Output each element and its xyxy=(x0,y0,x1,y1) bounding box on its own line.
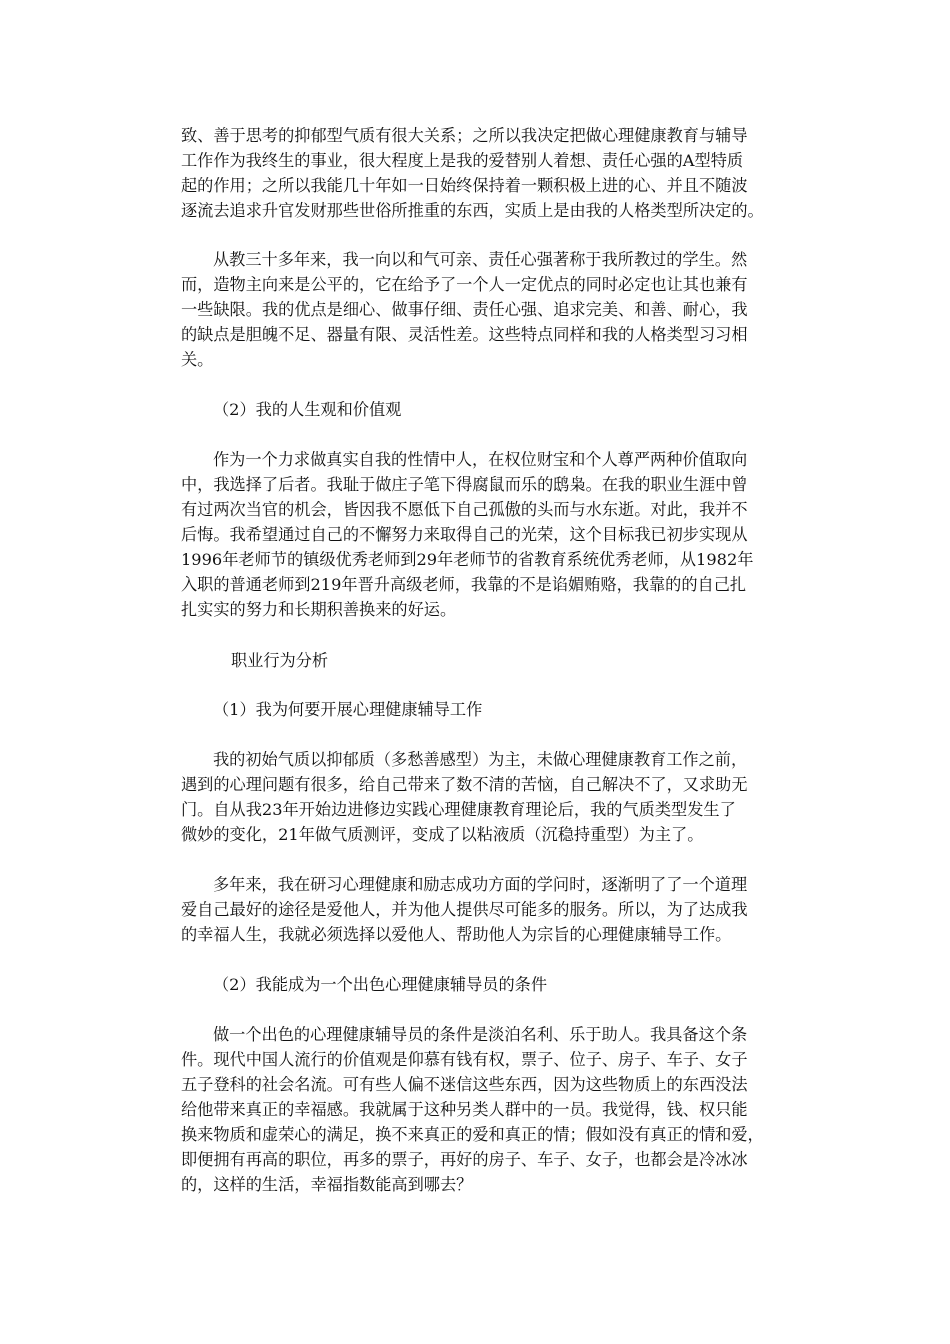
text-line: 我的初始气质以抑郁质（多愁善感型）为主，未做心理健康教育工作之前， xyxy=(213,750,748,769)
text-line: 给他带来真正的幸福感。我就属于这种另类人群中的一员。我觉得，钱、权只能 xyxy=(181,1100,748,1119)
text-line: 遇到的心理问题有很多，给自己带来了数不清的苦恼，自己解决不了，又求助无 xyxy=(181,775,748,794)
text-line: 作为一个力求做真实自我的性情中人，在权位财宝和个人尊严两种价值取向 xyxy=(213,450,748,469)
text-line: 微妙的变化，21年做气质测评，变成了以粘液质（沉稳持重型）为主了。 xyxy=(181,825,704,844)
text-line: 有过两次当官的机会，皆因我不愿低下自己孤傲的头而与水东逝。对此，我并不 xyxy=(181,500,748,519)
text-line: 的，这样的生活，幸福指数能高到哪去？ xyxy=(181,1175,473,1194)
text-line: 从教三十多年来，我一向以和气可亲、责任心强著称于我所教过的学生。然 xyxy=(213,250,748,269)
text-line: 工作作为我终生的事业，很大程度上是我的爱替别人着想、责任心强的A型特质 xyxy=(181,151,744,170)
text-line: 一些缺限。我的优点是细心、做事仔细、责任心强、追求完美、和善、耐心，我 xyxy=(181,300,748,319)
text-line: 的幸福人生，我就必须选择以爱他人、帮助他人为宗旨的心理健康辅导工作。 xyxy=(181,925,732,944)
text-line: 关。 xyxy=(181,350,214,369)
text-line: 多年来，我在研习心理健康和励志成功方面的学问时，逐渐明了了一个道理 xyxy=(213,875,748,894)
section-heading: 职业行为分析 xyxy=(231,651,329,670)
text-line: 即便拥有再高的职位，再多的票子，再好的房子、车子、女子，也都会是冷冰冰 xyxy=(181,1150,748,1169)
text-line: 后悔。我希望通过自己的不懈努力来取得自己的光荣，这个目标我已初步实现从 xyxy=(181,525,748,544)
text-line: 五子登科的社会名流。可有些人偏不迷信这些东西，因为这些物质上的东西没法 xyxy=(181,1075,748,1094)
text-line: 件。现代中国人流行的价值观是仰慕有钱有权，票子、位子、房子、车子、女子 xyxy=(181,1050,748,1069)
text-line: 致、善于思考的抑郁型气质有很大关系；之所以我决定把做心理健康教育与辅导 xyxy=(181,126,748,145)
text-line: 换来物质和虚荣心的满足，换不来真正的爱和真正的情；假如没有真正的情和爱， xyxy=(181,1125,764,1144)
text-line: 做一个出色的心理健康辅导员的条件是淡泊名利、乐于助人。我具备这个条 xyxy=(213,1025,748,1044)
text-line: 的缺点是胆魄不足、器量有限、灵活性差。这些特点同样和我的人格类型习习相 xyxy=(181,325,748,344)
section-heading: （1）我为何要开展心理健康辅导工作 xyxy=(213,700,483,719)
text-line: 爱自己最好的途径是爱他人，并为他人提供尽可能多的服务。所以，为了达成我 xyxy=(181,900,748,919)
text-line: 中，我选择了后者。我耻于做庄子笔下得腐鼠而乐的鸱枭。在我的职业生涯中曾 xyxy=(181,475,748,494)
text-line: 1996年老师节的镇级优秀老师到29年老师节的省教育系统优秀老师，从1982年 xyxy=(181,550,754,569)
text-line: 入职的普通老师到219年晋升高级老师，我靠的不是谄媚贿赂，我靠的的自己扎 xyxy=(181,575,747,594)
text-line: 逐流去追求升官发财那些世俗所推重的东西，实质上是由我的人格类型所决定的。 xyxy=(181,201,764,220)
text-line: 而，造物主向来是公平的，它在给予了一个人一定优点的同时必定也让其也兼有 xyxy=(181,275,748,294)
text-line: 门。自从我23年开始边进修边实践心理健康教育理论后，我的气质类型发生了 xyxy=(181,800,736,819)
section-heading: （2）我能成为一个出色心理健康辅导员的条件 xyxy=(213,975,548,994)
text-line: 起的作用；之所以我能几十年如一日始终保持着一颗积极上进的心、并且不随波 xyxy=(181,176,748,195)
section-heading: （2）我的人生观和价值观 xyxy=(213,400,402,419)
text-line: 扎实实的努力和长期积善换来的好运。 xyxy=(181,600,457,619)
